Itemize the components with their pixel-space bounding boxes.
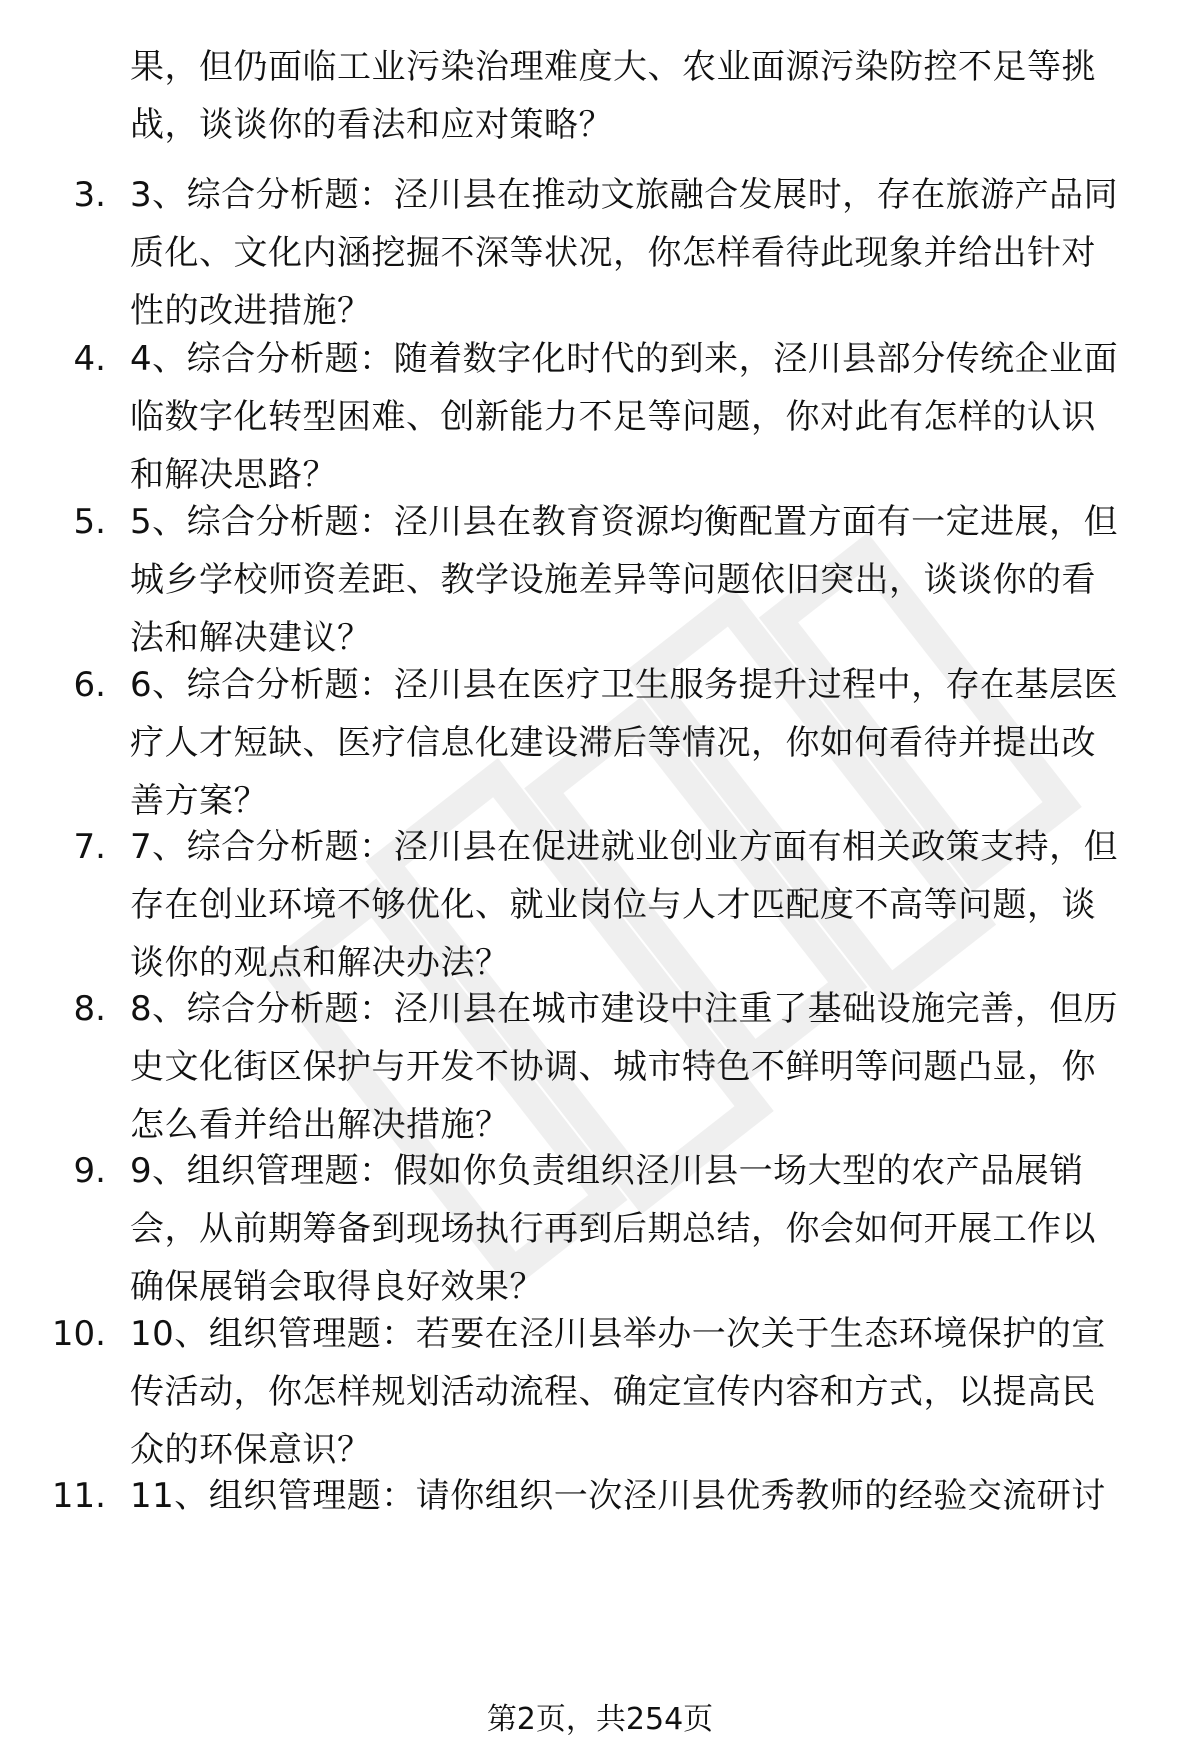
question-text (130, 656, 1160, 830)
text-line: 法和解决建议？ (130, 618, 372, 658)
text-line: 5、综合分析题：泾川县在教育资源均衡配置方面有一定进展，但 (130, 502, 1119, 542)
question-text (130, 38, 1160, 154)
text-line: 众的环保意识？ (130, 1430, 372, 1470)
text-line: 3、综合分析题：泾川县在推动文旅融合发展时，存在旅游产品同 (130, 175, 1119, 215)
text-line: 性的改进措施？ (130, 291, 372, 331)
text-line: 10、组织管理题：若要在泾川县举办一次关于生态环境保护的宣 (130, 1314, 1106, 1354)
text-line: 史文化街区保护与开发不协调、城市特色不鲜明等问题凸显，你 (130, 1047, 1096, 1087)
list-number: 4. (73, 339, 106, 379)
page-footer: 第2页，共254页 (486, 1702, 714, 1737)
question-text (130, 818, 1160, 992)
list-number: 11. (51, 1476, 106, 1516)
list-number: 10. (51, 1314, 106, 1354)
list-number: 3. (73, 175, 106, 215)
text-line: 8、综合分析题：泾川县在城市建设中注重了基础设施完善，但历 (130, 989, 1119, 1029)
text-line: 城乡学校师资差距、教学设施差异等问题依旧突出，谈谈你的看 (130, 560, 1096, 600)
question-text (130, 330, 1160, 504)
question-text (130, 1305, 1160, 1479)
list-number: 5. (73, 502, 106, 542)
text-line: 11、组织管理题：请你组织一次泾川县优秀教师的经验交流研讨 (130, 1476, 1106, 1516)
text-line: 存在创业环境不够优化、就业岗位与人才匹配度不高等问题，谈 (130, 885, 1096, 925)
text-line: 质化、文化内涵挖掘不深等状况，你怎样看待此现象并给出针对 (130, 233, 1096, 273)
text-line: 战，谈谈你的看法和应对策略？ (130, 105, 613, 145)
list-number: 8. (73, 989, 106, 1029)
list-number: 9. (73, 1151, 106, 1191)
question-text (130, 166, 1160, 340)
text-line: 9、组织管理题：假如你负责组织泾川县一场大型的农产品展销 (130, 1151, 1084, 1191)
question-text (130, 1467, 1160, 1525)
text-line: 果，但仍面临工业污染治理难度大、农业面源污染防控不足等挑 (130, 47, 1096, 87)
text-line: 6、综合分析题：泾川县在医疗卫生服务提升过程中，存在基层医 (130, 665, 1119, 705)
list-number: 7. (73, 827, 106, 867)
text-line: 疗人才短缺、医疗信息化建设滞后等情况，你如何看待并提出改 (130, 723, 1096, 763)
text-line: 传活动，你怎样规划活动流程、确定宣传内容和方式，以提高民 (130, 1372, 1096, 1412)
text-line: 和解决思路？ (130, 455, 337, 495)
question-text (130, 980, 1160, 1154)
question-text (130, 493, 1160, 667)
text-line: 怎么看并给出解决措施？ (130, 1105, 510, 1145)
text-line: 临数字化转型困难、创新能力不足等问题，你对此有怎样的认识 (130, 397, 1096, 437)
list-number: 6. (73, 665, 106, 705)
text-line: 4、综合分析题：随着数字化时代的到来，泾川县部分传统企业面 (130, 339, 1119, 379)
question-text (130, 1142, 1160, 1316)
text-line: 善方案？ (130, 781, 268, 821)
text-line: 7、综合分析题：泾川县在促进就业创业方面有相关政策支持，但 (130, 827, 1119, 867)
text-line: 确保展销会取得良好效果？ (130, 1267, 544, 1307)
text-line: 谈你的观点和解决办法？ (130, 943, 510, 983)
text-line: 会，从前期筹备到现场执行再到后期总结，你会如何开展工作以 (130, 1209, 1096, 1249)
